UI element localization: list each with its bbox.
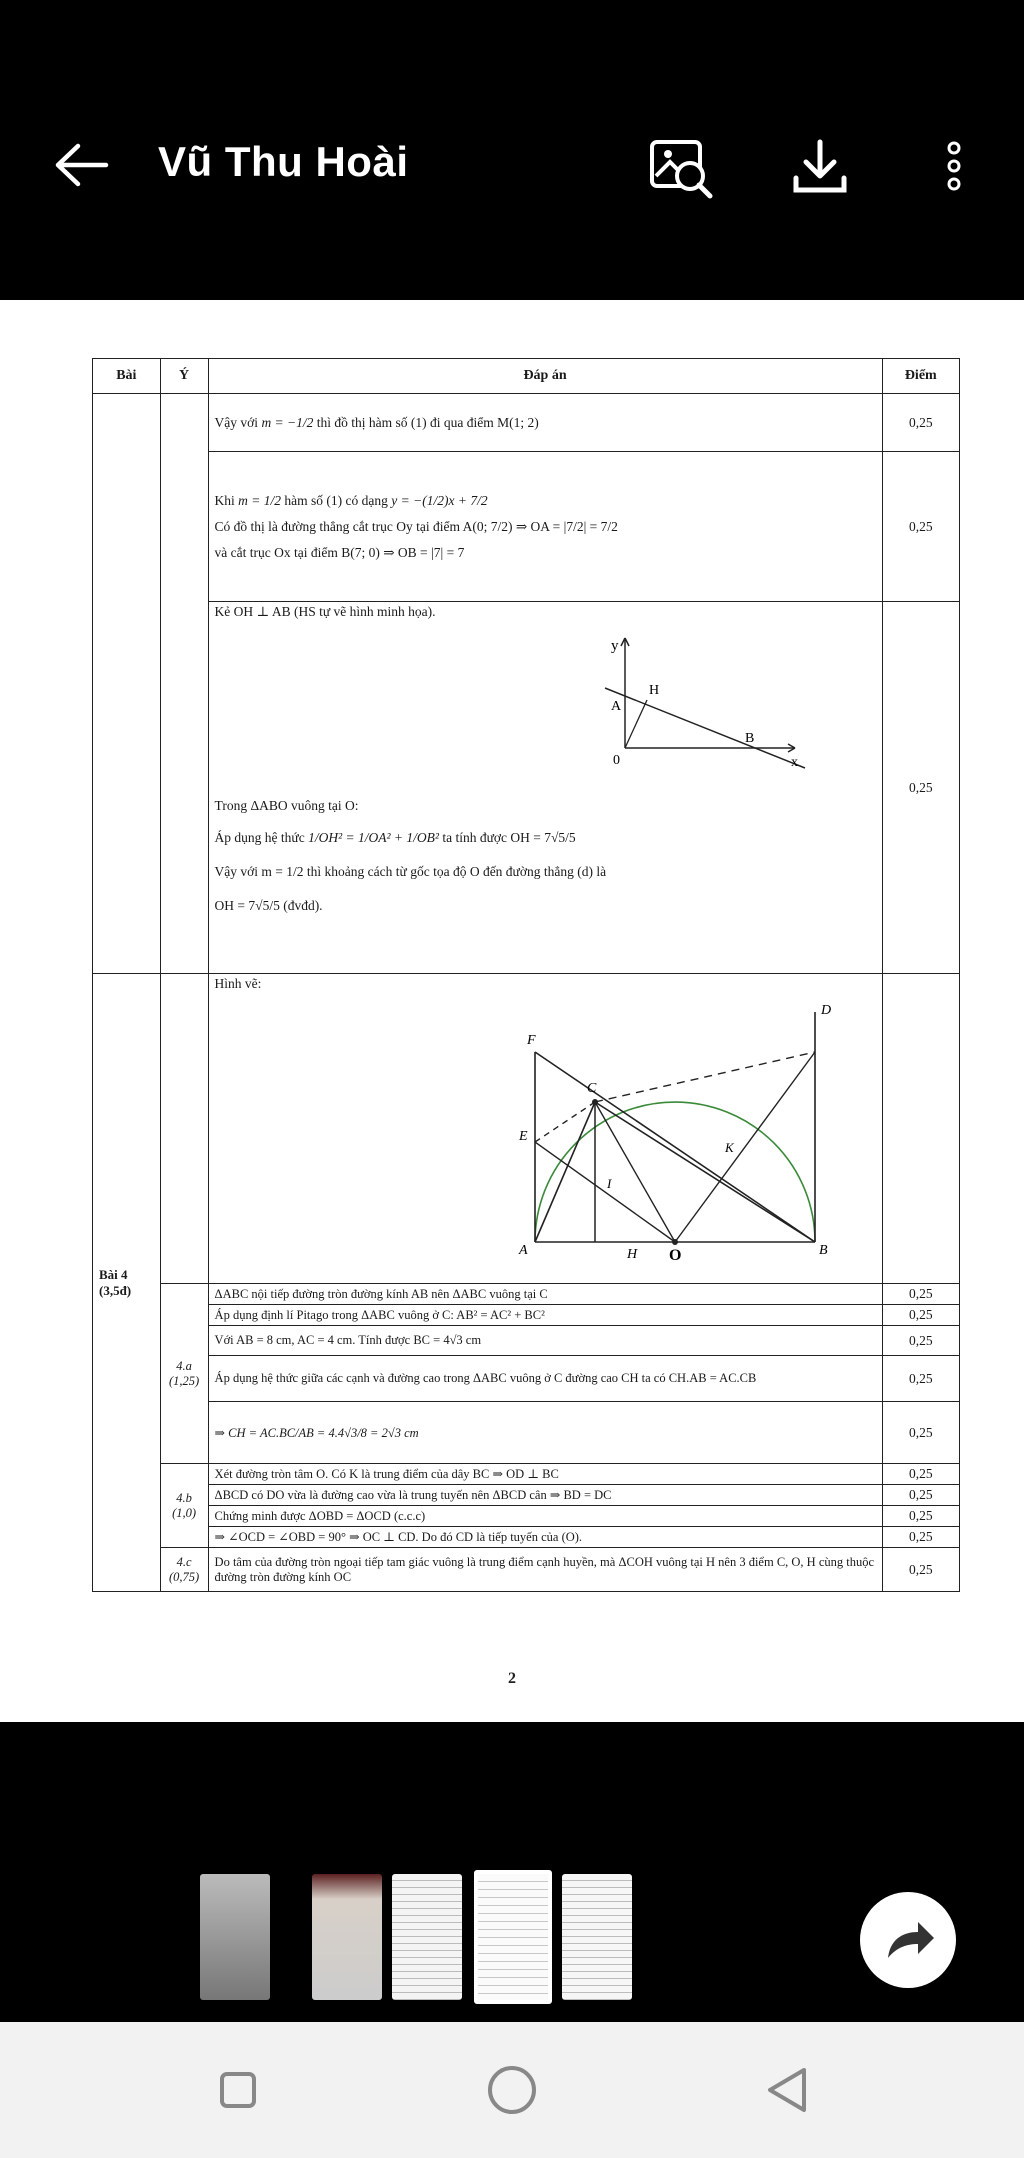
- answer-cell: Do tâm của đường tròn ngoại tiếp tam giác vuông là trung điểm cạnh huyền, mà ΔCOH vuông tại H nên 3 điểm C, O, H cùng thuộc đường tròn đường kính OC: [208, 1548, 882, 1592]
- svg-text:0: 0: [612, 753, 620, 768]
- answer-cell: Khi m = 1/2 hàm số (1) có dạng y = −(1/2)x + 7/2 Có đồ thị là đường thẳng cắt trục Oy tại điểm A(0; 7/2) ⇒ OA = |7/2| = 7/2 và cắt trục Ox tại điểm B(7; 0) ⇒ OB = |7| = 7: [208, 452, 882, 602]
- figure-cell: Hình vẽ: F D C E K I A H O B: [208, 974, 882, 1284]
- y-cell-4a: 4.a (1,25): [160, 1284, 208, 1464]
- score-cell: 0,25: [882, 1485, 959, 1506]
- header-diem: Điểm: [882, 359, 959, 394]
- thumbnail-strip: [0, 1722, 1024, 2022]
- score-cell: 0,25: [882, 1356, 959, 1402]
- score-cell: 0,25: [882, 1305, 959, 1326]
- share-arrow-icon[interactable]: [860, 1892, 956, 1988]
- svg-text:O: O: [668, 1247, 681, 1262]
- home-circle-icon[interactable]: [482, 2060, 542, 2120]
- table-row: [93, 1326, 960, 1356]
- answer-cell: Áp dụng hệ thức giữa các cạnh và đường cao trong ΔABC vuông ở C đường cao CH ta có CH.AB = AC.CB: [208, 1356, 882, 1402]
- svg-text:E: E: [518, 1129, 528, 1144]
- download-icon[interactable]: [784, 132, 856, 204]
- thumbnail-2[interactable]: [312, 1874, 382, 2000]
- table-row: [93, 452, 960, 602]
- table-row: [93, 1485, 960, 1506]
- image-search-icon[interactable]: [646, 132, 718, 204]
- answer-cell: Áp dụng định lí Pitago trong ΔABC vuông ở C: AB² = AC² + BC²: [208, 1305, 882, 1326]
- table-row: [93, 974, 960, 1284]
- bai-cell-empty: [93, 394, 161, 974]
- svg-text:B: B: [744, 731, 754, 746]
- table-row: [93, 1356, 960, 1402]
- score-cell: 0,25: [882, 602, 959, 974]
- table-row: [93, 1548, 960, 1592]
- svg-text:H: H: [648, 683, 659, 698]
- svg-text:A: A: [610, 699, 621, 714]
- thumbnail-3[interactable]: [392, 1874, 462, 2000]
- table-row: [93, 1284, 960, 1305]
- header-bai: Bài: [93, 359, 161, 394]
- table-row: [93, 1527, 960, 1548]
- score-cell: 0,25: [882, 394, 959, 452]
- thumbnail-4-selected[interactable]: [474, 1870, 552, 2004]
- score-cell-empty: [882, 974, 959, 1284]
- score-cell: 0,25: [882, 1284, 959, 1305]
- answer-cell: ΔABC nội tiếp đường tròn đường kính AB nên ΔABC vuông tại C: [208, 1284, 882, 1305]
- score-cell: 0,25: [882, 1506, 959, 1527]
- svg-text:I: I: [606, 1176, 611, 1191]
- table-row: [93, 394, 960, 452]
- score-cell: 0,25: [882, 1402, 959, 1464]
- back-arrow-icon[interactable]: [50, 140, 110, 190]
- score-cell: 0,25: [882, 1464, 959, 1485]
- sender-name: Vũ Thu Hoài: [158, 138, 409, 185]
- svg-text:B: B: [818, 1243, 828, 1258]
- answer-cell: Vậy với m = −1/2 thì đồ thị hàm số (1) đi qua điểm M(1; 2): [208, 394, 882, 452]
- svg-text:A: A: [518, 1243, 528, 1258]
- table-row: [93, 602, 960, 974]
- svg-text:D: D: [820, 1003, 831, 1018]
- score-cell: 0,25: [882, 452, 959, 602]
- answer-cell: Kẻ OH ⊥ AB (HS tự vẽ hình minh họa). y A H 0 B x Trong ΔABO vuông tại O: Áp dụng hệ thức 1/OH² = 1/OA² + 1/OB² ta tính được OH = 7√5/5 Vậy với m = 1/2 thì khoảng cách từ gốc tọa độ O đến đường thẳng (d) là OH = 7√5/5 (đvđd).: [208, 602, 882, 974]
- bai4-cell: Bài 4 (3,5đ): [93, 974, 161, 1592]
- score-cell: 0,25: [882, 1326, 959, 1356]
- system-nav-bar: [0, 2022, 1024, 2158]
- score-cell: 0,25: [882, 1548, 959, 1592]
- answer-cell: Với AB = 8 cm, AC = 4 cm. Tính được BC = 4√3 cm: [208, 1326, 882, 1356]
- answer-cell: Chứng minh được ΔOBD = ΔOCD (c.c.c): [208, 1506, 882, 1527]
- table-row: [93, 1464, 960, 1485]
- table-row: [93, 1402, 960, 1464]
- more-vertical-icon[interactable]: [934, 132, 974, 204]
- answer-cell: Xét đường tròn tâm O. Có K là trung điểm của dây BC ⇒ OD ⊥ BC: [208, 1464, 882, 1485]
- svg-text:x: x: [790, 755, 798, 770]
- table-header-row: [93, 359, 960, 394]
- y-cell-empty: [160, 974, 208, 1284]
- score-cell: 0,25: [882, 1527, 959, 1548]
- answer-cell: ΔBCD có DO vừa là đường cao vừa là trung tuyến nên ΔBCD cân ⇒ BD = DC: [208, 1485, 882, 1506]
- coordinate-figure: [595, 628, 835, 788]
- table-row: [93, 1305, 960, 1326]
- svg-text:C: C: [586, 1081, 596, 1096]
- y-cell-4b: 4.b (1,0): [160, 1464, 208, 1548]
- answer-cell: ⇒ ∠OCD = ∠OBD = 90° ⇒ OC ⊥ CD. Do đó CD là tiếp tuyến của (O).: [208, 1527, 882, 1548]
- thumbnail-5[interactable]: [562, 1874, 632, 2000]
- top-bar: [0, 0, 1024, 300]
- svg-text:F: F: [526, 1033, 536, 1048]
- answer-table: [92, 358, 960, 1592]
- document-page[interactable]: [0, 300, 1024, 1722]
- table-row: [93, 1506, 960, 1527]
- y-cell-4c: 4.c (0,75): [160, 1548, 208, 1592]
- header-dap-an: Đáp án: [208, 359, 882, 394]
- svg-text:H: H: [626, 1247, 637, 1262]
- y-cell-empty: [160, 394, 208, 974]
- recent-apps-square-icon[interactable]: [208, 2060, 268, 2120]
- page-number: 2: [508, 1670, 516, 1687]
- svg-text:K: K: [724, 1140, 734, 1155]
- header-y: Ý: [160, 359, 208, 394]
- geometry-figure: [515, 992, 875, 1262]
- thumbnail-1[interactable]: [200, 1874, 270, 2000]
- svg-text:y: y: [610, 638, 619, 654]
- answer-cell: ⇒ CH = AC.BC/AB = 4.4√3/8 = 2√3 cm: [208, 1402, 882, 1464]
- back-triangle-icon[interactable]: [758, 2060, 818, 2120]
